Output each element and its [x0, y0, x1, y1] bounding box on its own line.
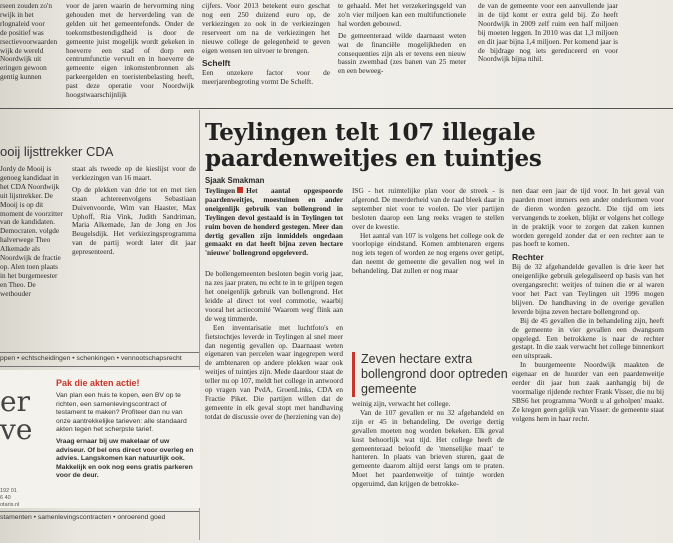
ad-footer [0, 488, 19, 509]
cda-column-1 [0, 165, 64, 325]
article-col2-p2: Het aantal van 107 is volgens het college ook de voorlopige eindstand. Komen ambtenaren ergens nog iets tegen of worden ze nog ergens over getipt, dan neemt de gemeente die gevallen nog wel in behandeling. Dat zullen er nog maar [352, 230, 504, 276]
article-col3-p4: In buurgemeente Noordwijk maakten de eigenaar en de huurder van een paardenweitje eerder dit jaar hun zaak aanhangig bij de voormalige rijdende rechter Frank Visser, die nu bij SBS6 het programma 'Wordt u al geholpen' maakt. Ze kregen geen gelijk van Visser: de gemeente staat volgens hem in haar recht. [512, 360, 664, 423]
ad-body-2: Vraag ernaar bij uw makelaar of uw adviseur. Of bel ons direct voor overleg en advies. Langskomen kan natuurlijk ook. Makkelijk en ook nog eens gratis parkeren voor de deur. [56, 437, 194, 480]
ad-footer-line: otaris.nl [0, 502, 20, 508]
article-col3-p2: Bij de 32 afgehandelde gevallen is drie keer het oneigenlijke gebruik gelegaliseerd op basis van het overgangsrecht: weitjes of tuinen die er al waren voor het Pact van Teylingen uit 1996 mogen blijven. De handhaving in de overige gevallen leverde bijna zeven hectare bollengrond op. [512, 262, 664, 316]
cda-column-1-text: Jordy de Mooij is genoeg kandidaat in het CDA Noordwijk uit lijsttrekker. De Mooij is op dit moment de voorzitter van de kandidaten. Democraten. volgde halverwege Theo Alkemade als Noordwijk de fractie op. Alen toen plaats in het burgemeester en Theo. De wethouder [0, 165, 63, 298]
article-byline: Sjaak Smakman [205, 176, 265, 185]
strip-bottom-rule [0, 511, 199, 512]
ad-logo-line: er [0, 385, 30, 418]
top-column-4 [338, 2, 466, 102]
ad-logo-line: ve [0, 413, 33, 446]
article-col1-p2: Een inventarisatie met luchtfoto's en fietstochtjes leverde in Teylingen al snel meer dan negentig gevallen op. Daarnaast weten eigenaren van percelen waar ingegrepen werd de ambtenaren op andere plekken waar ook weitjes of tuintjes zijn. Mede daardoor staat de teller nu op 107, meldt het college in antwoord op vragen van PvdA, GroenLinks, CDA en Fractie Piket. Die partijen willen dat de gemeente in elk geval stopt met handhaving totdat de discussie over de (herziening van de) [205, 322, 343, 421]
cda-column-2-text-b: Op de plekken van drie tot en met tien staan achtereenvolgens Sebastiaan Duivenvoorde, Wim van Haaster, Max Uphoff, Ria Vink, Judith Sandriman, Maria Alkemade, Jan de Jong en Jos Beugelsdijk. Het verkiezingsprogramma van de partij wordt later dit jaar gepresenteerd. [72, 184, 196, 257]
top-left-line: wijk de wereld [0, 45, 44, 55]
article-col2-p4: Van de 107 gevallen er nu 32 afgehandeld en zijn er 45 in behandeling. De overige dertig gevallen moeten nog worden bekeken. Elk geval kost behoorlijk wat tijd. Het college heeft de gemeenteraad beloofd de 'menselijke maat' te hanteren. In plaats van brieven sturen, gaat de gemeente daarom altijd eerst langs om te praten. Moet het paardenweitje of tuintje worden opgeruimd, dan krijgen de betrokke- [352, 407, 504, 489]
article-col2-p3: weinig zijn, verwacht het college. [352, 400, 451, 408]
top-column-3-text: cijfers. Voor 2013 betekent euro geschat nog een 250 duizend euro op, de verkiezingen zo ook in de verkiezingen reserveert om na de verkiezingen het nieuwe college de gelegenheid te geven eigen wensen ten uitvoer te brengen. [202, 2, 330, 55]
article-col3-subhead: Rechter [512, 252, 544, 263]
article-col1-p1: De bollengemeenten besloten begin vorig jaar, na zes jaar praten, nu echt te in te grijpen tegen het oneigenlijk gebruik van bollengrond. Het leidde al direct tot veel commotie, waarbij vooral het actiecomité 'Waarom weg' flink aan de weg timmerde. [205, 269, 343, 323]
top-left-column [0, 2, 60, 102]
article-lead-text: Het aantal opgespoorde paardenweitjes, moestuinen en ander oneigenlijk gebruik van bollengrond in Teylingen devol gestaald is in Teylingen tot ruim boven de honderd gestegen. Meer dan dertig gevallen zijn inmiddels ongedaan gemaakt en dat heeft bijna zeven hectare 'nieuwe' bollengrond opgeleverd. [205, 187, 343, 258]
pull-quote: Zeven hectare extra bollengrond door optreden gemeente [352, 352, 513, 397]
top-column-2-text: voor de jaren waarin de hervorming ning gehouden met de herverdeling van de gelden uit het gemeentefonds. Onder de toekomstbestendigdheid is door de gemeente juist mogelijk wordt gekeken in hoeverre een stad of dorp een centrumfunctie vervult en in hoeverre de gemeente eigen inkomstenbronnen als parkeergelden en toeristenbelasting heeft, past deze operatie voor Noordwijk hoogstwaarschijnlijk [66, 2, 194, 100]
top-column-3-subhead: Schelft [202, 58, 231, 69]
top-left-line: rsectievoorwaarden [0, 36, 58, 46]
headline-line-2: paardenweitjes en tuintjes [205, 145, 542, 172]
strip-top-rule [0, 352, 199, 353]
service-strip-top: ppen • echtscheidingen • schenkingen • vennootschapsrecht [0, 355, 182, 362]
top-left-line: de positief was [0, 27, 44, 37]
red-square-icon [237, 187, 243, 193]
article-column-2-lower [352, 400, 504, 538]
top-left-line: Noordwijk uit [0, 54, 42, 64]
article-column-2 [352, 187, 504, 350]
notary-advertisement [0, 370, 200, 508]
top-column-3 [202, 2, 330, 102]
top-left-line: rseen zouden zo'n [0, 2, 52, 10]
top-left-line: rwijk in het [0, 9, 34, 19]
top-column-4-text2: De gemeenteraad wilde daarnaast weten wat de financiële mogelijkheden en consequenties zijn als er tevens een nieuw bassin zwembad (zes banen van 25 meter en een beweeg- [338, 30, 466, 76]
article-headline [205, 120, 665, 172]
top-divider [0, 108, 673, 109]
top-column-3-text2: Een onzekere factor voor de meerjarenbegroting vormt De Schelft. [202, 68, 330, 87]
article-col3-p3: Bij de 45 gevallen die in behandeling zijn, heeft de gemeente in vier gevallen een dwangsom opgelegd. Een betrokkene is naar de rechter gestapt. In die zaak verwacht het college binnenkort een uitspraak. [512, 315, 664, 361]
article-col2-p1: ISG - het ruimtelijke plan voor de streek - is afgerond. De meerderheid van de raad bleek daar in september niet voor te voelen. De vier partijen besloten daarop een lang reeks vragen te stellen over de kwestie. [352, 187, 504, 231]
top-left-line: gentig kunnen [0, 72, 42, 82]
top-column-2 [66, 2, 194, 102]
headline-line-1: Teylingen telt 107 illegale [205, 119, 536, 146]
ad-footer-line: 6 40 [0, 495, 11, 501]
cda-column-2 [72, 165, 196, 325]
cda-kicker: ooij lijsttrekker CDA [0, 144, 114, 159]
top-left-line: rlognaleid voor [0, 18, 45, 28]
article-place: Teylingen [205, 187, 236, 195]
ad-title: Pak die akten actie! [56, 378, 140, 388]
strip-top-rule-2 [0, 366, 199, 367]
ad-logo [0, 385, 33, 446]
cda-column-2-text: staat als tweede op de kieslijst voor de verkiezingen van 16 maart. [72, 165, 196, 182]
article-column-1 [205, 187, 343, 537]
top-column-4-text: te gehaald. Met het verzekeringsgeld van zo'n vier miljoen kan een multifunctionele hal worden gebouwd. [338, 2, 466, 28]
article-col3-p1: nen daar een jaar de tijd voor. In het geval van paarden moet immers een ander onderkomen voor de dieren worden gezocht. Die tijd om iets vervangends te zoeken, blijkt er volgens het college in de praktijk voor te zorgen dat zaken kunnen worden geregeld zonder dat er een rechter aan te pas hoeft te komen. [512, 187, 664, 249]
top-column-5 [478, 2, 618, 82]
article-column-3 [512, 187, 664, 537]
service-strip-bottom: stamenten • samenlevingscontracten • onroerend goed [0, 514, 166, 521]
ad-body-1: Van plan een huis te kopen, een BV op te richten, een samenlevingscontract of testament te maken? Profiteer dan nu van onze aantrekkelijke tarieven: alle standaard akten tegen het scherpste tarief. [56, 392, 187, 434]
top-column-5-text: de van de gemeente voor een aanvullende jaar in de tijd komt er extra geld bij. Zo heeft Noordwijk in 2009 zelf ruim een half miljoen bij moeten leggen. In 2010 was dat 1,3 miljoen en dit jaar bijna 1,4 miljoen. Per komend jaar is de bijdrage nog iets gereduceerd en voor Noordwijk bijna nihil. [478, 2, 618, 64]
article-lead [205, 187, 343, 258]
ad-footer-line: 192 01 [0, 488, 17, 494]
ad-body [56, 392, 196, 484]
top-left-line: eringen gewoon [0, 63, 47, 73]
